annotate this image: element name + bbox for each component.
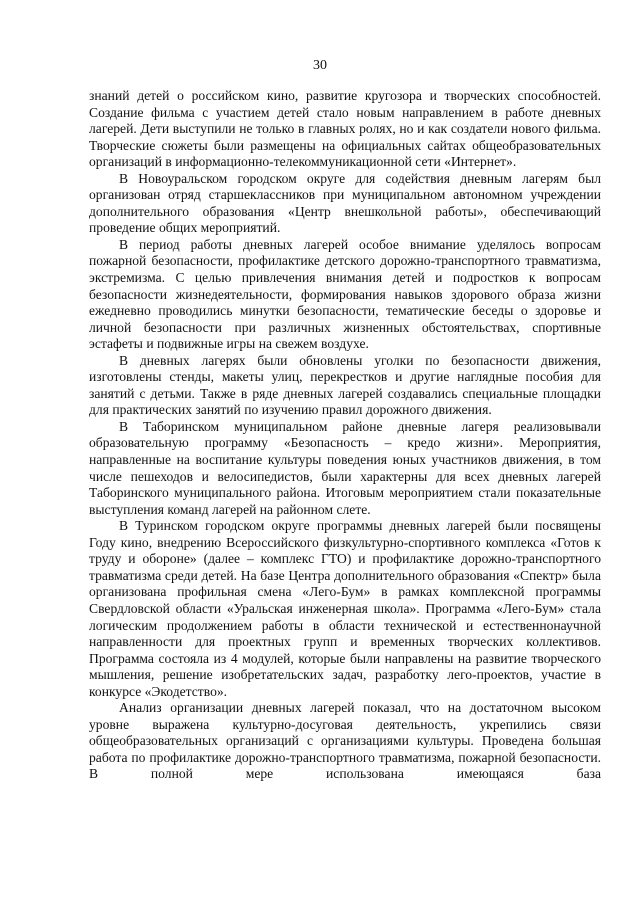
paragraph-turinsk: В Туринском городском округе программы дневных лагерей были посвящены Году кино, внедрению Всероссийского физкультурно-спортивного комплекса «Готов к труду и обороне» (далее – комплекс ГТО) и профилактике дорожно-транспортного травматизма среди детей. На базе Центра дополнительного образования «Спектр» была организована профильная смена «Лего-Бум» в рамках комплексной программы Свердловской области «Уральская инженерная школа». Программа «Лего-Бум» стала логическим продолжением работы в области технической и естественнонаучной направленности для проектных групп и временных творческих коллективов. Программа состояла из 4 модулей, которые были направлены на развитие творческого мышления, решение изобретательских задач, разработку лего-проектов, участие в конкурсе «Экодетство». (89, 518, 601, 699)
paragraph-safety-attention: В период работы дневных лагерей особое внимание уделялось вопросам пожарной безопасности, профилактике детского дорожно-транспортного травматизма, экстремизма. С целью привлечения внимания детей и подростков к вопросам безопасности жизнедеятельности, формирования навыков здорового образа жизни ежедневно проводились минутки безопасности, тематические беседы о здоровье и личной безопасности при различных жизненных обстоятельствах, спортивные эстафеты и подвижные игры на свежем воздухе. (89, 236, 601, 352)
paragraph-novouralsk: В Новоуральском городском округе для содействия дневным лагерям был организован отряд старшеклассников при муниципальном автономном учреждении дополнительного образования «Центр внешкольной работы», обеспечивающий проведение общих мероприятий. (89, 170, 601, 236)
paragraph-continuation: знаний детей о российском кино, развитие кругозора и творческих способностей. Создание фильма с участием детей стало новым направлением в работе дневных лагерей. Дети выступили не только в главных ролях, но и как создатели нового фильма. Творческие сюжеты были размещены на официальных сайтах общеобразовательных организаций в информационно-телекоммуникационной сети «Интернет». (89, 88, 601, 170)
paragraph-taborinsky: В Таборинском муниципальном районе дневные лагеря реализовывали образовательную программу «Безопасность – кредо жизни». Мероприятия, направленные на воспитание культуры поведения юных участников движения, в том числе пешеходов и велосипедистов, были характерны для всех дневных лагерей Таборинского муниципального района. Итоговым мероприятием стали показательные выступления команд лагерей на районном слете. (89, 418, 601, 517)
page-body (89, 88, 601, 783)
page-number: 30 (313, 58, 327, 73)
paragraph-analysis: Анализ организации дневных лагерей показал, что на достаточном высоком уровне выражена культурно-досуговая деятельность, укрепились связи общеобразовательных организаций с организациями культуры. Проведена большая работа по профилактике дорожно-транспортного травматизма, пожарной безопасности. В полной мере использована имеющаяся база (89, 700, 601, 782)
paragraph-traffic-corners: В дневных лагерях были обновлены уголки по безопасности движения, изготовлены стенды, макеты улиц, перекрестков и другие наглядные пособия для занятий с детьми. Также в ряде дневных лагерей создавались специальные площадки для практических занятий по изучению правил дорожного движения. (89, 352, 601, 418)
